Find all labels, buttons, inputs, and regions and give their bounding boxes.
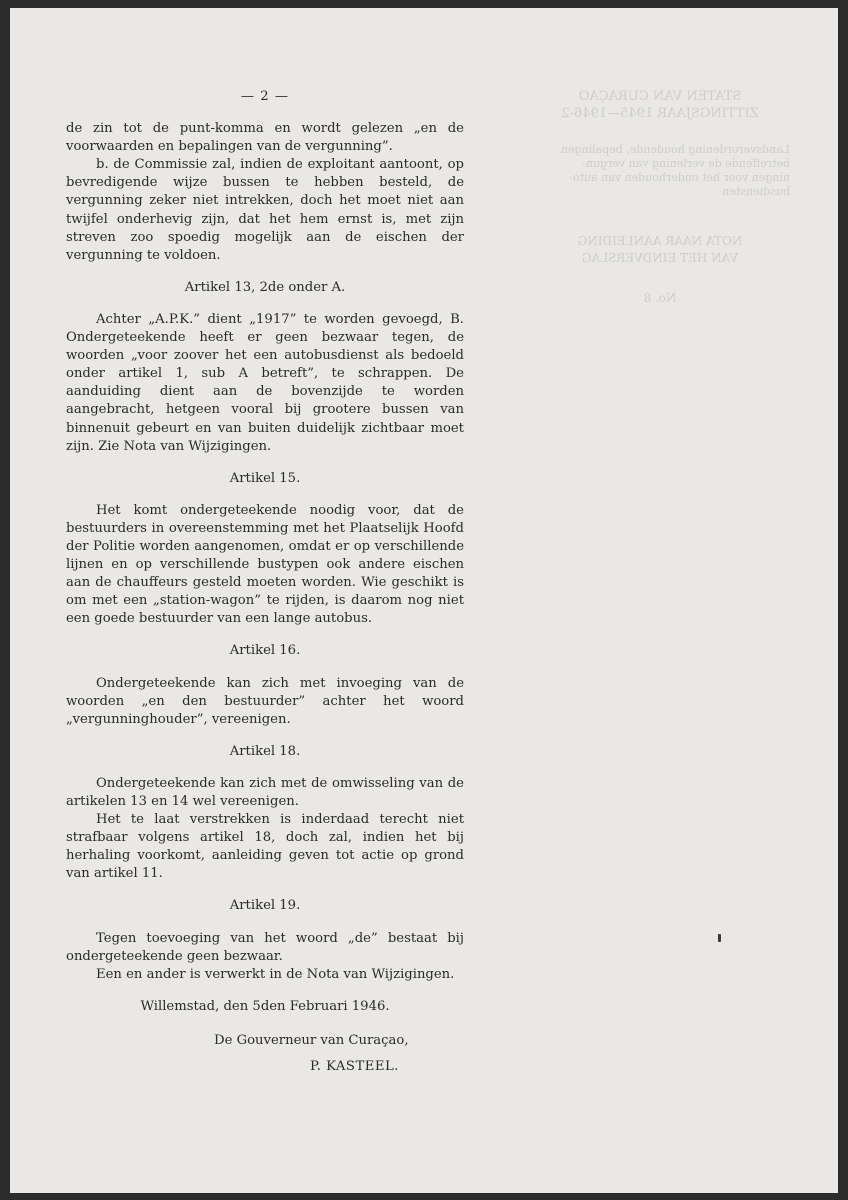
section-heading: Artikel 19. xyxy=(229,898,301,914)
bleed-through-line: STATEN VAN CURAÇAO xyxy=(578,89,742,104)
section-heading: Artikel 18. xyxy=(229,743,301,759)
section-heading: Artikel 16. xyxy=(229,643,301,659)
main-text xyxy=(66,88,464,1076)
paragraph: Het komt ondergeteekende noodig voor, dat de bestuurders in overeenstemming met het Plaatselijk Hoofd der Politie worden aangenomen, omdat er op verschillende lijnen en op verschillende bustypen ook andere eischen aan de chauffeurs gesteld moeten worden. Wie geschikt is om met een „station-wagon” te rijden, is daarom nog niet een goede bestuurder van een lange autobus. xyxy=(66,502,464,627)
place-date: Willemstad, den 5den Februari 1946. xyxy=(140,998,390,1014)
bleed-through-number: No. 8 xyxy=(643,291,677,305)
bleed-through-body xyxy=(530,143,790,199)
signatory-name: P. KASTEEL. xyxy=(310,1059,399,1075)
bleed-through-line: ningen voor het onderhouden van auto- xyxy=(569,171,790,184)
paragraph: Ondergeteekende kan zich met invoeging van de woorden „en den bestuurder” achter het woord „vergunninghouder”, vereenigen. xyxy=(66,675,464,727)
page-number: — 2 — xyxy=(240,89,290,104)
bleed-through-header xyxy=(530,88,790,122)
paragraph: Achter „A.P.K.” dient „1917” te worden gevoegd, B. Ondergeteekende heeft er geen bezwaar tegen, de woorden „voor zoover het een autobusdienst als bedoeld onder artikel 1, sub A betreft”, te schrappen. De aanduiding dient aan de bovenzijde te worden aangebracht, hetgeen vooral bij grootere bussen van binnenuit gebeurt en van buiten duidelijk zichtbaar moet zijn. Zie Nota van Wijzigingen. xyxy=(66,311,464,454)
ink-speck xyxy=(718,934,721,942)
bleed-through-line: ZITTINGSJAAR 1945—1946-2 xyxy=(561,106,759,121)
paragraph: Ondergeteekende kan zich met de omwisseling van de artikelen 13 en 14 wel vereenigen. xyxy=(66,775,464,809)
section-heading: Artikel 13, 2de onder A. xyxy=(184,279,346,295)
bleed-through-line: busdiensten xyxy=(722,185,790,198)
paragraph: de zin tot de punt-komma en wordt gelezen „en de voorwaarden en bepalingen van de vergunning”. xyxy=(66,121,464,155)
bleed-through-line: VAN HET EINDVERSLAG xyxy=(581,251,739,265)
document-page xyxy=(10,8,838,1193)
bleed-through-line: betreffende de verlening van vergun- xyxy=(582,157,790,170)
bleed-through-nota xyxy=(530,233,790,267)
bleed-through-line: NOTA NAAR AANLEIDING xyxy=(577,234,743,248)
paragraph: Tegen toevoeging van het woord „de” bestaat bij ondergeteekende geen bezwaar. xyxy=(66,930,464,964)
paragraph: Het te laat verstrekken is inderdaad terecht niet strafbaar volgens artikel 18, doch zal, indien het bij herhaling voorkomt, aanleiding geven tot actie op grond van artikel 11. xyxy=(66,812,464,882)
signatory-title: De Gouverneur van Curaçao, xyxy=(214,1032,409,1048)
bleed-through-line: Landsverordening houdende, bepalingen xyxy=(560,143,790,156)
paragraph: b. de Commissie zal, indien de exploitant aantoont, op bevredigende wijze bussen te hebben besteld, de vergunning zeker niet intrekken, doch het moet niet aan twijfel onderhevig zijn, dat het hem ernst is, met zijn streven zoo spoedig mogelijk aan de eischen der vergunning te voldoen. xyxy=(66,157,464,263)
section-heading: Artikel 15. xyxy=(229,470,301,486)
paragraph: Een en ander is verwerkt in de Nota van Wijzigingen. xyxy=(96,966,455,982)
